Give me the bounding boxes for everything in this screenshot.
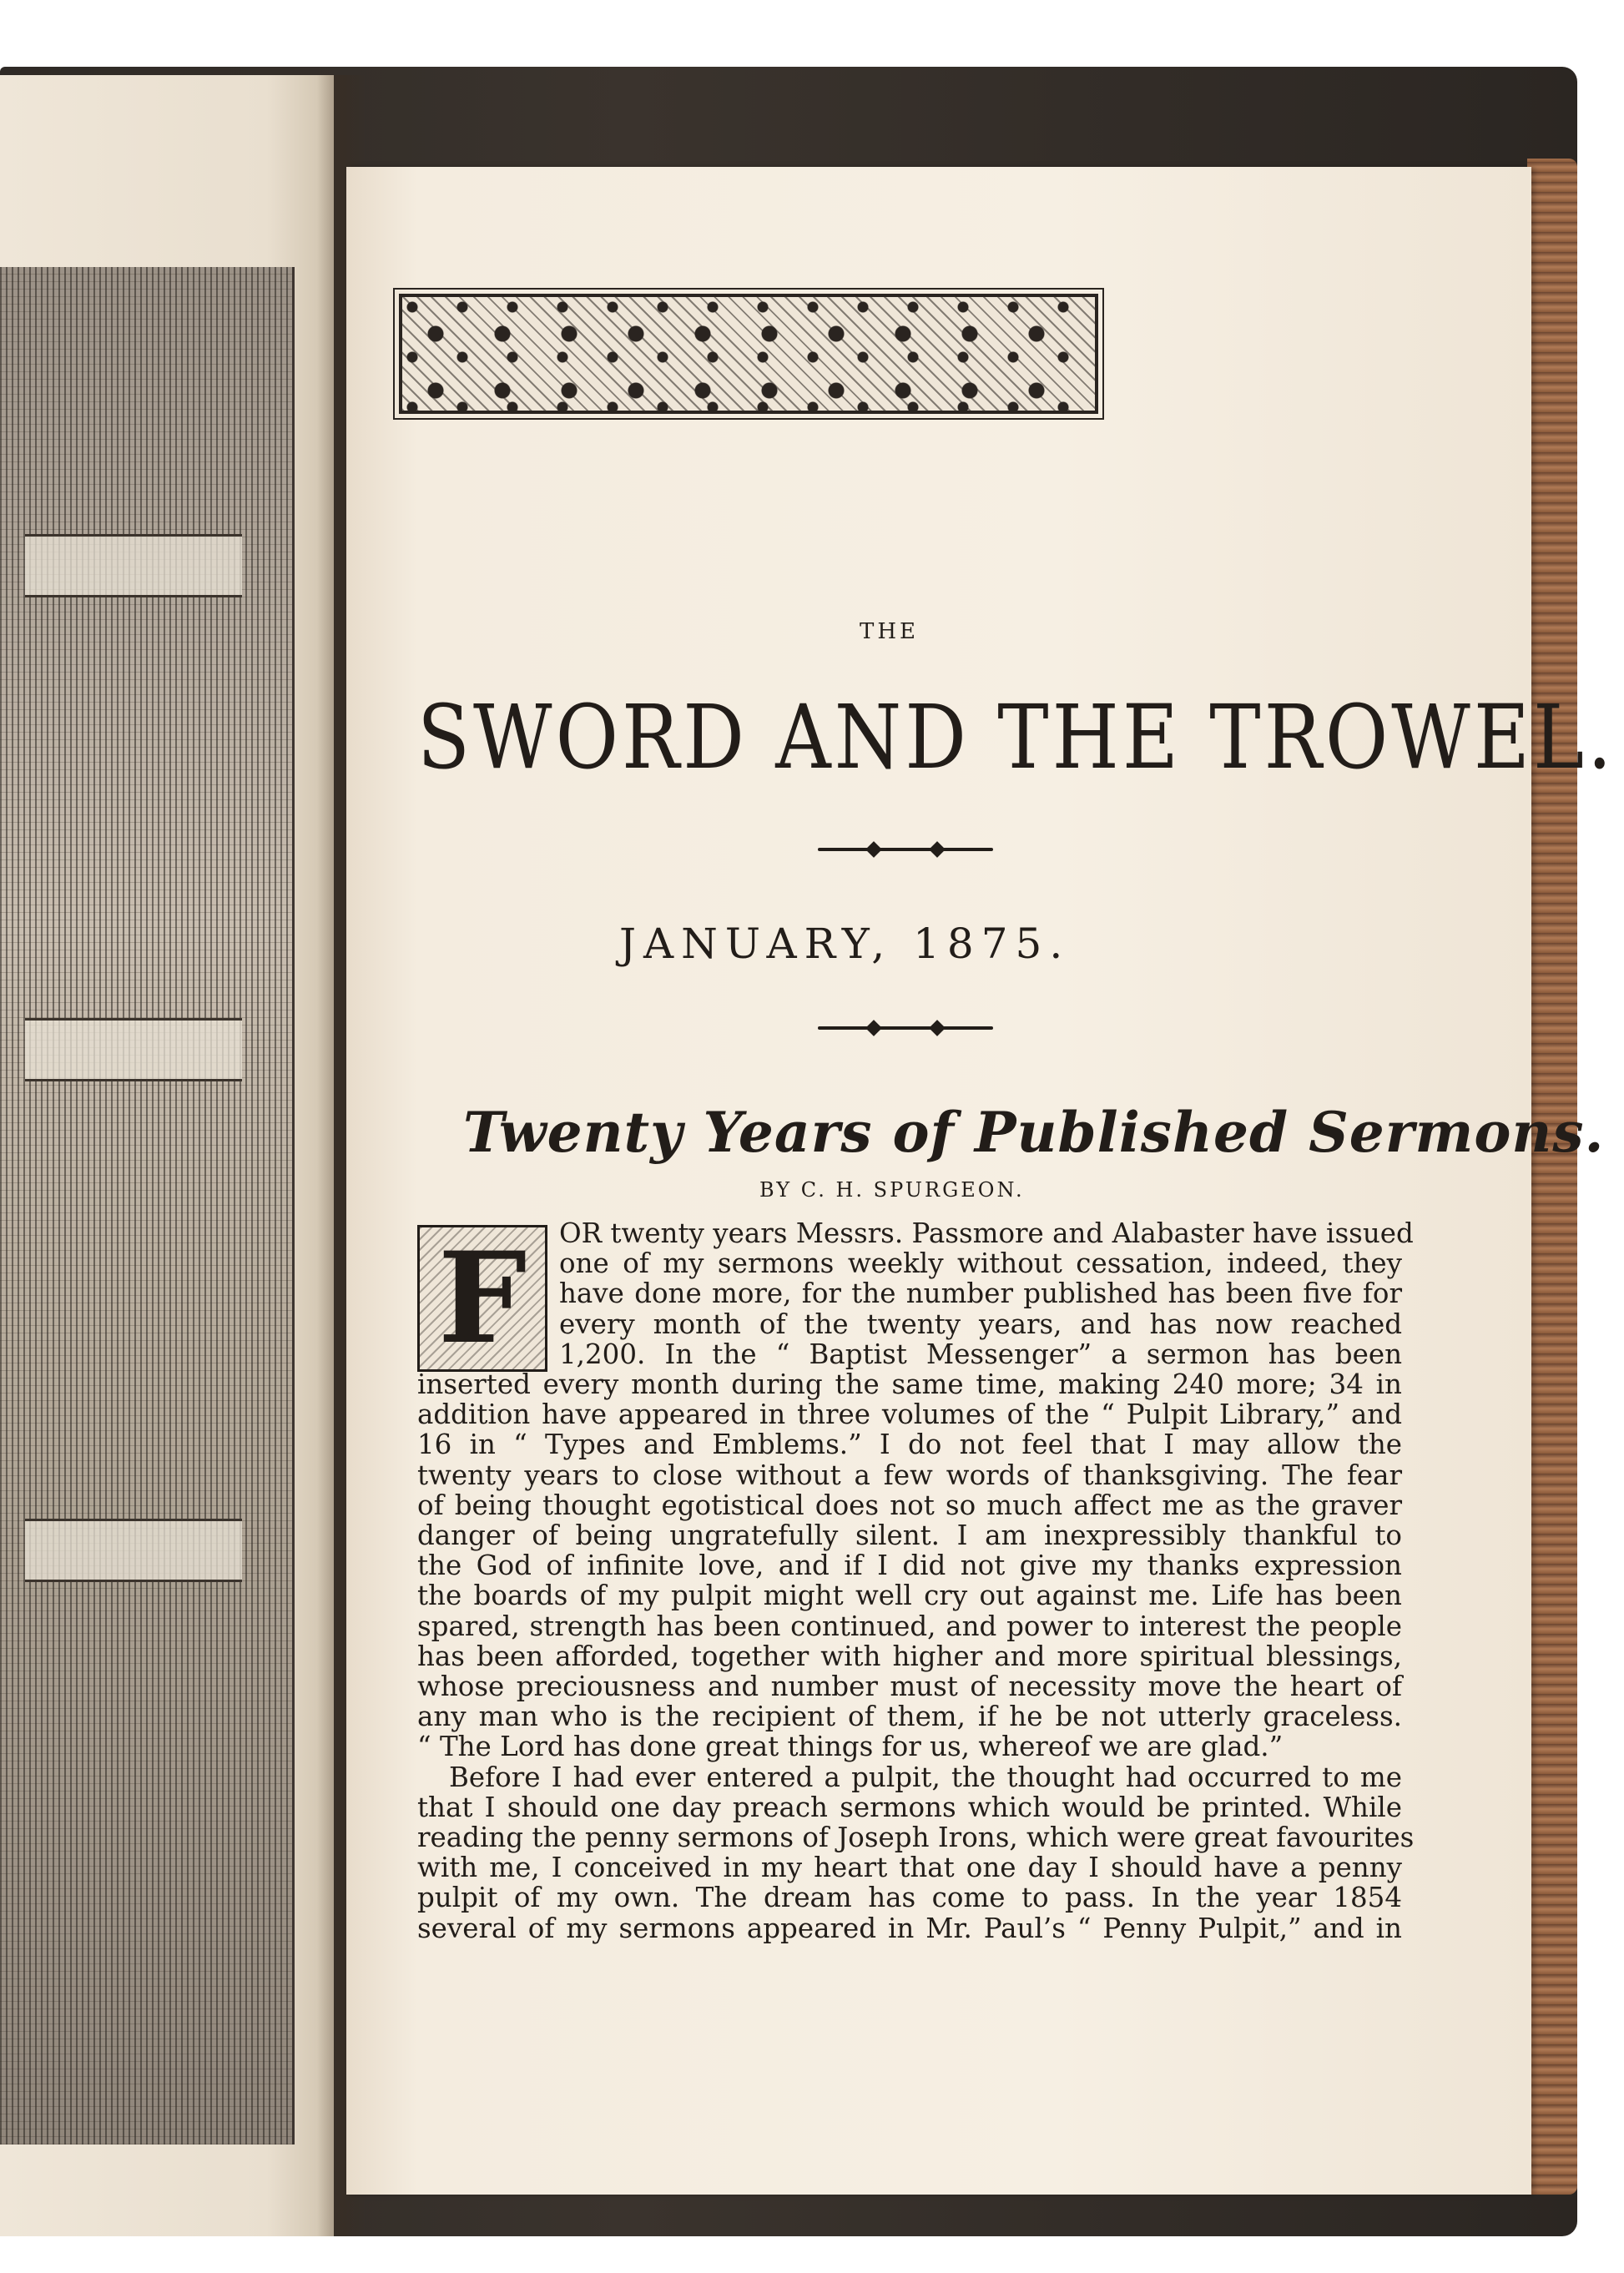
article-byline: BY C. H. SPURGEON. — [759, 1178, 1025, 1202]
title-prefix: THE — [860, 619, 919, 644]
engraving-detail — [25, 1519, 242, 1582]
text-line: that I should one day preach sermons which would be printed. While — [417, 1791, 1402, 1823]
text-line: “ The Lord has done great things for us, whereof we are glad.” — [417, 1731, 1284, 1763]
text-line: of being thought egotistical does not so much affect me as the graver — [417, 1489, 1402, 1521]
page-edges — [1527, 159, 1577, 2195]
text-line: 16 in “ Types and Emblems.” I do not feel that I may allow the — [417, 1429, 1402, 1461]
drop-cap: F — [417, 1225, 547, 1372]
text-line: every month of the twenty years, and has now reached — [559, 1308, 1402, 1340]
engraving-detail — [25, 534, 242, 597]
text-line: one of my sermons weekly without cessation, indeed, they — [559, 1247, 1402, 1280]
floral-ornament-banner — [399, 294, 1098, 414]
engraving-illustration — [0, 267, 295, 2144]
magazine-title: SWORD AND THE TROWEL. — [417, 686, 1616, 789]
text-line: danger of being ungratefully silent. I am inexpressibly thankful to — [417, 1520, 1402, 1552]
ornamental-rule — [818, 848, 993, 851]
text-line: 1,200. In the “ Baptist Messenger” a sermon has been — [559, 1338, 1402, 1370]
text-line: with me, I conceived in my heart that one day I should have a penny — [417, 1852, 1402, 1884]
article-body — [417, 1217, 1415, 1944]
text-line: any man who is the recipient of them, if he be not utterly graceless. — [417, 1701, 1402, 1733]
text-line: addition have appeared in three volumes of the “ Pulpit Library,” and — [417, 1399, 1402, 1431]
text-line: inserted every month during the same time, making 240 more; 34 in — [417, 1368, 1402, 1401]
text-line: OR twenty years Messrs. Passmore and Alabaster have issued — [559, 1217, 1414, 1249]
text-line: has been afforded, together with higher and more spiritual blessings, — [417, 1640, 1402, 1672]
article-title: Twenty Years of Published Sermons. — [463, 1100, 1605, 1165]
text-line: the God of infinite love, and if I did not give my thanks expression — [417, 1550, 1402, 1582]
text-line: have done more, for the number published has been five for — [559, 1278, 1402, 1310]
text-line: whose preciousness and number must of necessity move the heart of — [417, 1671, 1402, 1703]
left-page — [0, 75, 334, 2236]
text-line: several of my sermons appeared in Mr. Paul’s “ Penny Pulpit,” and in — [417, 1912, 1402, 1944]
text-line: reading the penny sermons of Joseph Irons, which were great favourites — [417, 1822, 1415, 1854]
text-line: twenty years to close without a few words of thanksgiving. The fear — [417, 1459, 1402, 1491]
text-line: spared, strength has been continued, and power to interest the people — [417, 1610, 1402, 1642]
text-line: pulpit of my own. The dream has come to pass. In the year 1854 — [417, 1882, 1402, 1914]
text-line: Before I had ever entered a pulpit, the thought had occurred to me — [449, 1761, 1402, 1793]
engraving-detail — [25, 1018, 242, 1081]
issue-date: JANUARY, 1875. — [619, 920, 1071, 968]
text-line: the boards of my pulpit might well cry out against me. Life has been — [417, 1580, 1402, 1612]
ornamental-rule — [818, 1026, 993, 1030]
